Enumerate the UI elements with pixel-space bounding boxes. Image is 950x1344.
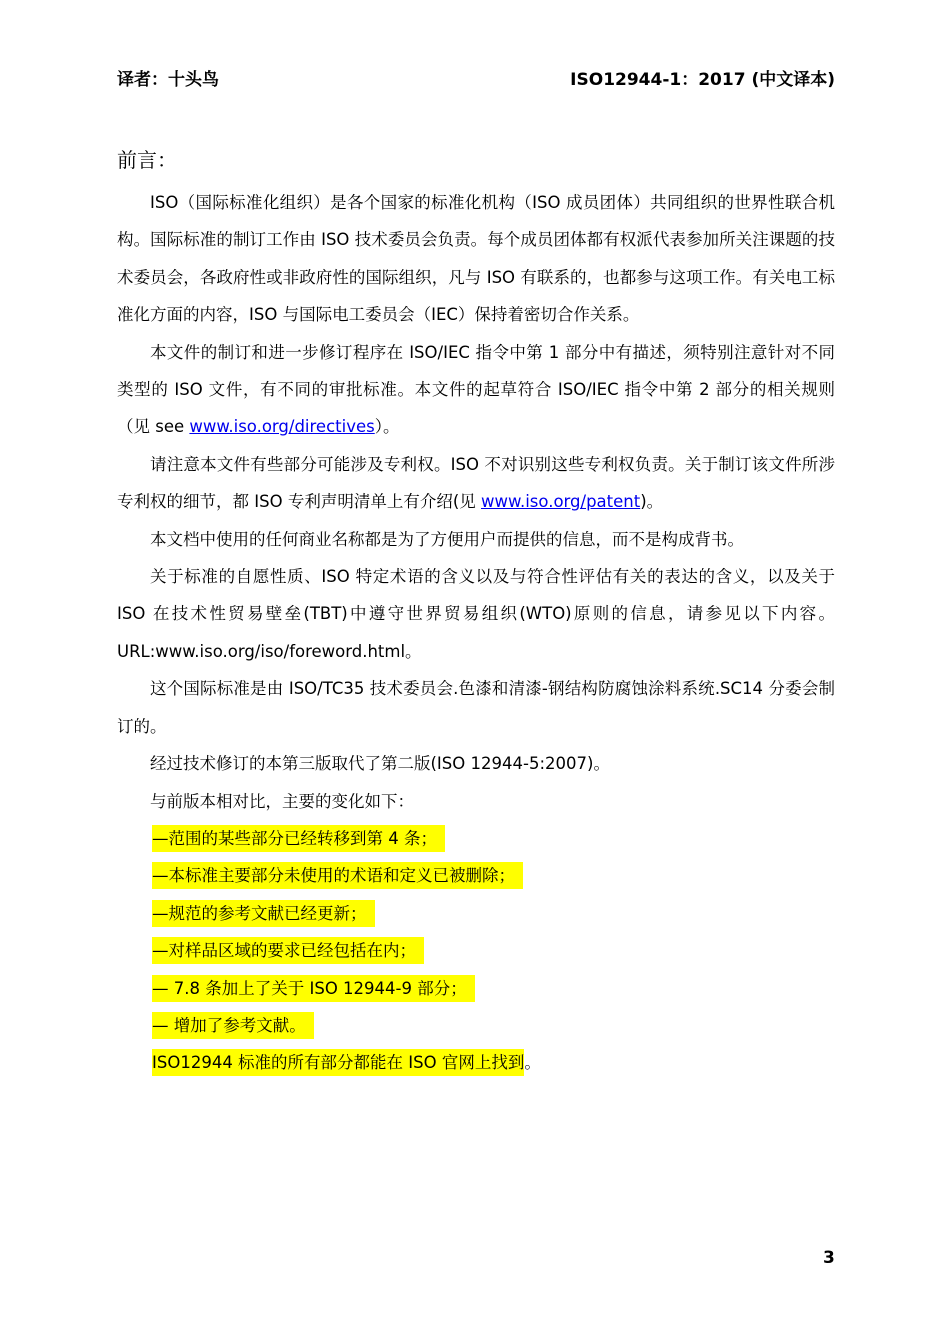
closing-note: ISO12944 标准的所有部分都能在 ISO 官网上找到。 (117, 1044, 835, 1081)
list-item: —范围的某些部分已经转移到第 4 条； (117, 820, 835, 857)
paragraph-committee: 这个国际标准是由 ISO/TC35 技术委员会.色漆和清漆-钢结构防腐蚀涂料系统.SC14 分委会制订的。 (117, 679, 835, 736)
document-id: ISO12944-1：2017 (中文译本) (570, 70, 835, 90)
list-item: — 增加了参考文献。 (117, 1007, 835, 1044)
changes-list (117, 820, 835, 1082)
paragraph-trade-names: 本文档中使用的任何商业名称都是为了方便用户而提供的信息，而不是构成背书。 (150, 529, 744, 549)
patent-link[interactable]: www.iso.org/patent (481, 492, 641, 512)
page-number: 3 (823, 1248, 835, 1268)
paragraph-procedures: 本文件的制订和进一步修订程序在 ISO/IEC 指令中第 1 部分中有描述，须特别注意针对不同类型的 ISO 文件，有不同的审批标准。本文件的起草符合 ISO/IEC 指令中第 2 部分的相关规则（见 see www.iso.org/directives）。 (117, 342, 835, 437)
paragraph-patents: 请注意本文件有些部分可能涉及专利权。ISO 不对识别这些专利权负责。关于制订该文件所涉专利权的细节，都 ISO 专利声明清单上有介绍(见 www.iso.org/patent)。 (117, 454, 835, 512)
section-title: 前言： (117, 148, 177, 172)
paragraph-edition: 经过技术修订的本第三版取代了第二版(ISO 12944-5:2007)。 (150, 754, 610, 774)
translator-credit: 译者：十头鸟 (117, 70, 219, 90)
list-item: —对样品区域的要求已经包括在内； (117, 932, 835, 969)
paragraph-iso-intro: ISO（国际标准化组织）是各个国家的标准化机构（ISO 成员团体）共同组织的世界性联合机构。国际标准的制订工作由 ISO 技术委员会负责。每个成员团体都有权派代表参加所关注课题的技术委员会，各政府性或非政府性的国际组织，凡与 ISO 有联系的，也都参与这项工作。有关电工标准化方面的内容，ISO 与国际电工委员会（IEC）保持着密切合作关系。 (117, 193, 835, 325)
list-item: —规范的参考文献已经更新； (117, 895, 835, 932)
directives-link[interactable]: www.iso.org/directives (189, 417, 375, 437)
page-header (117, 68, 835, 92)
list-item: — 7.8 条加上了关于 ISO 12944-9 部分； (117, 970, 835, 1007)
list-item: —本标准主要部分未使用的术语和定义已被删除； (117, 857, 835, 894)
paragraph-changes-intro: 与前版本相对比，主要的变化如下： (150, 791, 414, 811)
foreword-body (117, 184, 835, 1082)
paragraph-voluntary-nature: 关于标准的自愿性质、ISO 特定术语的含义以及与符合性评估有关的表达的含义，以及关于 ISO 在技术性贸易壁垒(TBT)中遵守世界贸易组织(WTO)原则的信息，请参见以下内容。URL:www.iso.org/iso/foreword.html。 (117, 567, 835, 661)
